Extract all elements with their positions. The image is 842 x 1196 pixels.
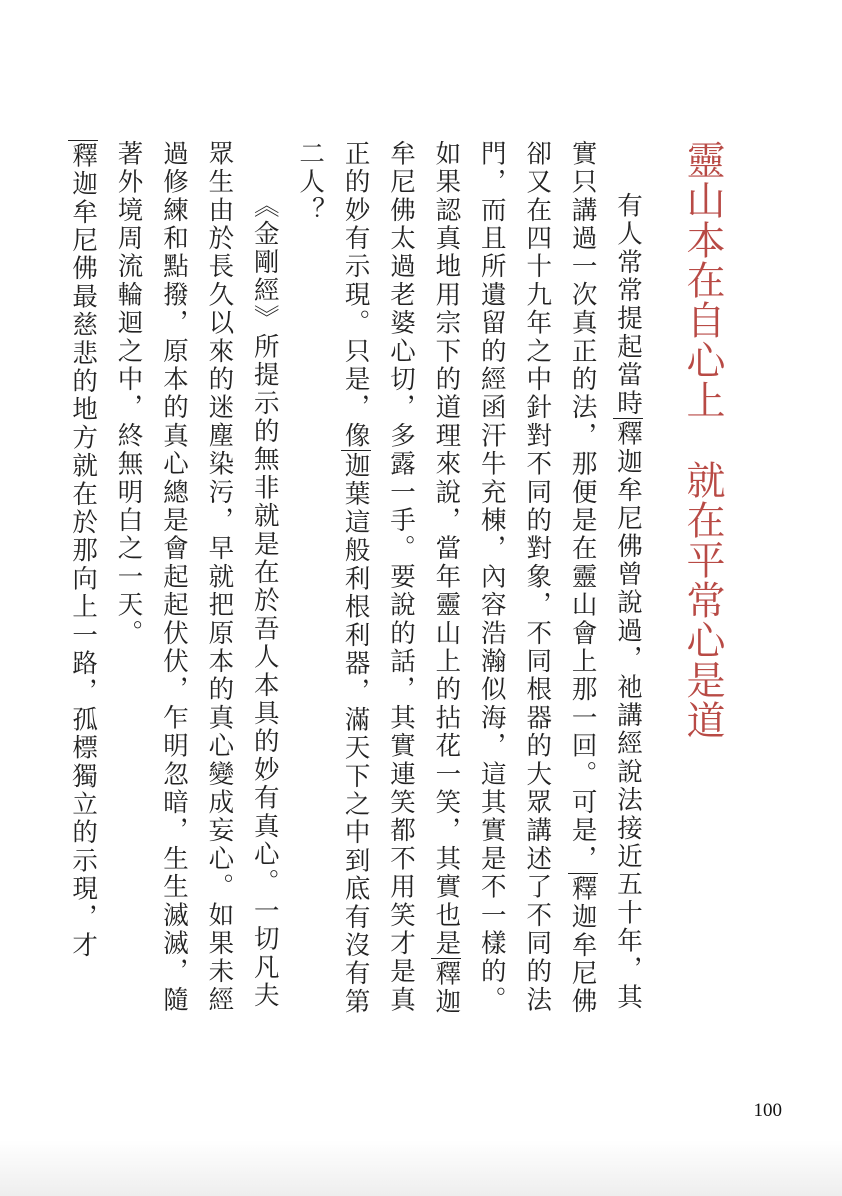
text-segment: 最慈悲的地方就在於那向上一路，孤標獨立的示現，才 (68, 283, 99, 960)
paragraph (105, 140, 287, 1030)
proper-noun-mark: 釋迦牟尼佛 (613, 419, 643, 561)
chapter-title: 靈山本在自心上 就在平常心是道 (680, 140, 725, 740)
text-segment: 《金剛經》所提示的無非就是在於吾人本具的妙有真心。一切凡夫眾生由於長久以來的迷塵染污，早就把原本的真心變成妄心。如果未經過修練和點撥，原本的真心總是會起起伏伏，乍明忽暗，生生滅滅，隨著外境周流輪迴之中，終無明白之一天。 (113, 140, 280, 1015)
proper-noun-mark: 釋迦牟尼佛 (68, 142, 99, 283)
proper-noun-mark: 迦葉 (340, 452, 371, 509)
text-segment: 曾說過，祂講經說法接近五十年，其實只講過一次真正的法，那便是在靈山會上那一回。可是， (567, 140, 643, 1012)
paragraph (60, 140, 105, 1030)
text-segment: 這般利根利器，滿天下之中到底有沒有第二人？ (295, 140, 371, 1017)
proper-noun-mark: 釋迦牟尼佛 (385, 140, 462, 1017)
text-segment: 有人常常提起當時 (613, 192, 643, 418)
paragraph (287, 140, 650, 1030)
text-segment: 太過老婆心切，多露一手。要說的話，其實連笑都不用笑才是真正的妙有示現。只是，像 (340, 140, 416, 1015)
body-text (68, 140, 650, 1030)
text-segment: 卻又在四十九年之中針對不同的對象，不同根器的大眾講述了不同的法門，而且所遺留的經函汗牛充棟，內容浩瀚似海，這其實是不一樣的。如果認真地用宗下的道理來說，當年靈山上的拈花一笑，其實也是 (431, 140, 553, 1015)
proper-noun-mark: 釋迦牟尼佛 (567, 875, 598, 1017)
page-number: 100 (753, 1100, 782, 1121)
